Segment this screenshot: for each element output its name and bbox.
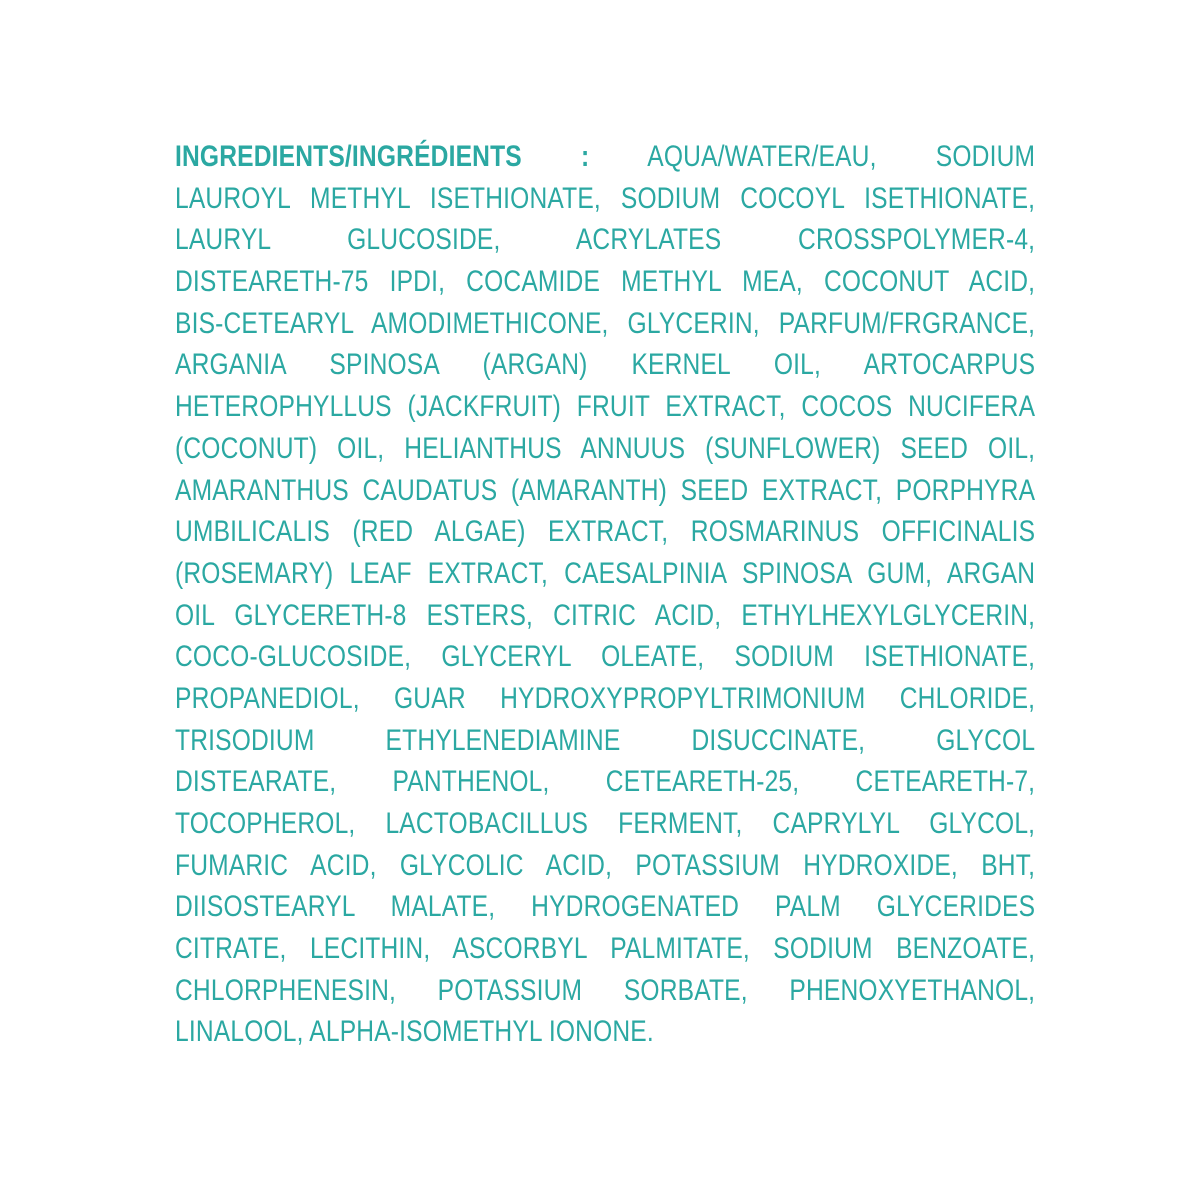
ingredients-line: TRISODIUM ETHYLENEDIAMINE DISUCCINATE, GLYCOL [175,723,1036,757]
ingredients-line: DISTEARATE, PANTHENOL, CETEARETH-25, CETEARETH-7, [175,765,1036,799]
ingredients-line: DIISOSTEARYL MALATE, HYDROGENATED PALM GLYCERIDES [175,890,1036,924]
ingredients-line: (COCONUT) OIL, HELIANTHUS ANNUUS (SUNFLOWER) SEED OIL, [175,431,1036,465]
ingredients-line: HETEROPHYLLUS (JACKFRUIT) FRUIT EXTRACT, COCOS NUCIFERA [175,390,1036,424]
ingredients-line: TOCOPHEROL, LACTOBACILLUS FERMENT, CAPRYLYL GLYCOL, [175,807,1036,840]
ingredients-line: AMARANTHUS CAUDATUS (AMARANTH) SEED EXTRACT, PORPHYRA [175,473,1036,507]
ingredients-line: (ROSEMARY) LEAF EXTRACT, CAESALPINIA SPINOSA GUM, ARGAN [175,556,1036,590]
ingredients-line: BIS-CETEARYL AMODIMETHICONE, GLYCERIN, PARFUM/FRGRANCE, [175,306,1036,340]
ingredients-line: UMBILICALIS (RED ALGAE) EXTRACT, ROSMARINUS OFFICINALIS [175,515,1036,549]
ingredients-heading-colon: : [581,140,590,173]
ingredients-heading: INGREDIENTS/INGRÉDIENTS [175,140,522,173]
ingredients-line-last: LINALOOL, ALPHA-ISOMETHYL IONONE. [175,1015,654,1049]
ingredients-line: OIL GLYCERETH-8 ESTERS, CITRIC ACID, ETHYLHEXYLGLYCERIN, [175,598,1036,632]
ingredients-line: PROPANEDIOL, GUAR HYDROXYPROPYLTRIMONIUM CHLORIDE, [175,681,1036,715]
ingredients-line [175,136,1035,178]
ingredients-line: CITRATE, LECITHIN, ASCORBYL PALMITATE, SODIUM BENZOATE, [175,932,1036,966]
ingredients-line: LAURYL GLUCOSIDE, ACRYLATES CROSSPOLYMER-4, [175,223,1036,257]
ingredients-line: FUMARIC ACID, GLYCOLIC ACID, POTASSIUM HYDROXIDE, BHT, [175,848,1036,882]
ingredients-line: CHLORPHENESIN, POTASSIUM SORBATE, PHENOXYETHANOL, [175,973,1036,1007]
ingredients-text-block [175,136,1035,1053]
ingredients-line: LAUROYL METHYL ISETHIONATE, SODIUM COCOYL ISETHIONATE, [175,181,1036,215]
ingredients-line-text: AQUA/WATER/EAU, SODIUM [647,140,1036,173]
ingredients-line: ARGANIA SPINOSA (ARGAN) KERNEL OIL, ARTOCARPUS [175,348,1036,382]
ingredients-line: DISTEARETH-75 IPDI, COCAMIDE METHYL MEA, COCONUT ACID, [175,265,1036,299]
ingredients-line: COCO-GLUCOSIDE, GLYCERYL OLEATE, SODIUM ISETHIONATE, [175,640,1036,674]
